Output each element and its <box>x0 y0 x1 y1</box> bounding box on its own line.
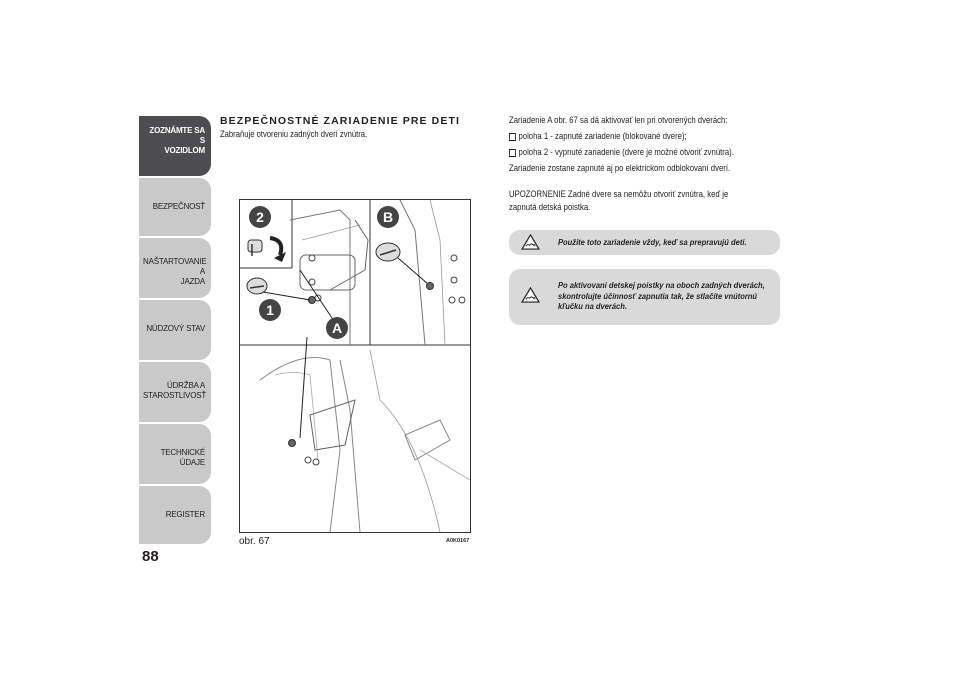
figure-door-lock <box>239 199 471 533</box>
page-number: 88 <box>142 548 159 565</box>
tab-maintenance[interactable] <box>139 362 211 422</box>
body-line-1: Zariadenie A obr. 67 sa dá aktivovať len pri otvorených dverách: <box>509 115 728 125</box>
tab-label: NÚDZOVÝ STAV <box>146 324 205 333</box>
label-2: 2 <box>256 209 264 225</box>
bullet-text: poloha 1 - zapnuté zariadenie (blokované dvere); <box>518 131 687 141</box>
notice-line-1: UPOZORNENIE Zadné dvere sa nemôžu otvoriť zvnútra, keď je <box>509 189 729 199</box>
section-title: BEZPEČNOSTNÉ ZARIADENIE PRE DETI <box>220 115 460 127</box>
figure-caption: obr. 67 <box>239 536 270 547</box>
body-line-2: Zariadenie zostane zapnuté aj po elektrickom odblokovaní dverí. <box>509 163 731 173</box>
notice-line-2: zapnutá detská poistka. <box>509 202 591 212</box>
bullet-position-2 <box>509 147 734 157</box>
tab-label: NAŠTARTOVANIE A JAZDA <box>143 257 207 286</box>
tab-vehicle[interactable] <box>139 116 211 176</box>
tab-label: ÚDRŽBA A STAROSTLIVOSŤ <box>143 381 207 400</box>
intro-text: Zabraňuje otvoreniu zadných dverí zvnútra. <box>220 129 368 139</box>
bullet-text: poloha 2 - vypnuté zariadenie (dvere je možné otvoriť zvnútra). <box>518 147 734 157</box>
label-a: A <box>331 320 343 336</box>
door-lock-illustration <box>240 200 470 532</box>
label-b: B <box>382 209 394 225</box>
warning-box-2 <box>509 269 780 325</box>
bullet-icon <box>509 133 516 141</box>
figure-code: A0K0167 <box>446 538 470 544</box>
warning-text-2-line-3: kľučku na dverách. <box>558 301 627 311</box>
tab-label: REGISTER <box>165 510 205 519</box>
warning-box-1 <box>509 230 780 255</box>
tab-label: TECHNICKÉ ÚDAJE <box>160 448 205 467</box>
tab-safety[interactable] <box>139 178 211 236</box>
tab-label: ZOZNÁMTE SA S VOZIDLOM <box>149 126 205 155</box>
warning-text-2-line-2: skontrolujte účinnosť zapnutia tak, že stlačíte vnútornú <box>558 290 758 301</box>
tab-index[interactable] <box>139 486 211 544</box>
label-1: 1 <box>266 302 274 318</box>
tab-starting[interactable] <box>139 238 211 298</box>
tab-label: BEZPEČNOSŤ <box>152 202 205 211</box>
warning-text-2-line-1: Po aktivovaní detskej poistky na oboch zadných dverách, <box>558 280 765 290</box>
tab-technical[interactable] <box>139 424 211 484</box>
bullet-position-1 <box>509 131 687 141</box>
warning-text-1: Použite toto zariadenie vždy, keď sa prepravujú deti. <box>558 237 747 247</box>
warning-triangle-icon <box>521 234 540 250</box>
bullet-icon <box>509 149 516 157</box>
warning-triangle-icon <box>521 287 540 303</box>
tab-emergency[interactable] <box>139 300 211 360</box>
